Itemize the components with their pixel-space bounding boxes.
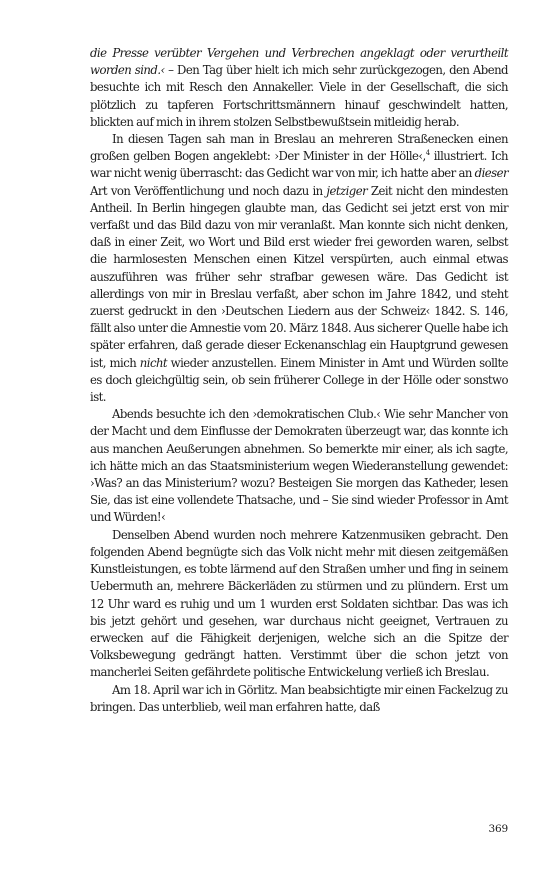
paragraph-3-segment-1: Abends besuchte ich den ›demokratischen Club.‹ Wie sehr Mancher von der Macht und dem Einflusse der Demokraten überzeugt war, das konnte ich aus manchen Aeußerungen abnehmen. So bemerkte mir einer, als ich sagte, ich hätte mich an das Staatsministerium wegen Wiederanstellung gewendet: ›Was? an das Ministerium? wozu? Besteigen Sie morgen das Katheder, lesen Sie, das ist eine vollendete Thatsache, und – Sie sind wieder Professor in Amt und Würden!‹ <box>90 407 508 525</box>
paragraph-1-segment-2: – Den Tag über hielt ich mich sehr zurückgezogen, den Abend besuchte ich mit Resch den Annakeller. Viele in der Gesellschaft, die sich plötzlich zu tapferen Fortschrittsmännern hinauf geschwindelt hatten, blickten auf mich in ihrem stolzen Selbstbewußtsein mitleidig herab. <box>90 63 508 129</box>
paragraph-5 <box>90 682 508 716</box>
paragraph-1-segment-1: die Presse verübter Vergehen und Verbrechen angeklagt oder verurtheilt worden sind.‹ <box>90 46 508 78</box>
emphasis-nicht: nicht <box>139 355 168 370</box>
paragraph-2-segment-7: Zeit nicht den mindesten Antheil. In Berlin hingegen glaubte man, das Gedicht sei jetzt erst von mir verfaßt und das Bild dazu von mir veranlaßt. Man konnte sich nicht denken, daß in einer Zeit, wo Wort und Bild erst wieder frei geworden waren, selbst die harmlosesten Menschen einen Kitzel verspürten, auch einmal etwas auszuführen was früher sehr strafbar gewesen wäre. Das Gedicht ist allerdings von mir in Breslau verfaßt, aber schon im Jahre 1842, und steht zuerst gedruckt in den ›Deutschen Liedern aus der Schweiz‹ 1842. S. 146, fällt also unter die Amnestie vom 20. März 1848. Aus sicherer Quelle habe ich später erfahren, daß gerade dieser Eckenanschlag ein Hauptgrund gewesen ist, mich <box>90 183 509 370</box>
paragraph-3 <box>90 406 508 526</box>
paragraph-4-segment-1: Denselben Abend wurden noch mehrere Katzenmusiken gebracht. Den folgenden Abend begnügte sich das Volk nicht mehr mit diesen zeitgemäßen Kunstleistungen, es tobte lärmend auf den Straßen umher und fing in seinem Uebermuth an, mehrere Bäckerläden zu stürmen und zu plündern. Erst um 12 Uhr ward es ruhig und um 1 wurden erst Soldaten sichtbar. Das was ich bis jetzt gehört und gesehen, war durchaus nicht geeignet, Vertrauen zu erwecken auf die Fähigkeit derjenigen, welche sich an die Spitze der Volksbewegung gedrängt hatten. Verstimmt über die schon jetzt von mancherlei Seiten gefährdete politische Entwickelung verließ ich Breslau. <box>90 527 508 680</box>
paragraph-2-segment-3: illustriert. Ich war nicht wenig überrascht: das Gedicht war von mir, ich hatte aber an <box>90 149 508 181</box>
page-number: 369 <box>488 823 508 835</box>
paragraph-2-segment-1: In diesen Tagen sah man in Breslau an mehreren Straßenecken einen großen gelben Bogen angeklebt: ›Der Minister in der Hölle‹, <box>90 132 508 164</box>
paragraph-2 <box>90 131 508 406</box>
paragraph-4 <box>90 527 508 682</box>
emphasis-dieser: dieser <box>474 166 508 181</box>
emphasis-jetziger: jetziger <box>326 183 368 198</box>
paragraph-1 <box>90 45 508 131</box>
paragraph-5-segment-1: Am 18. April war ich in Görlitz. Man beabsichtigte mir einen Fackelzug zu bringen. Das unterblieb, weil man erfahren hatte, daß <box>90 682 508 714</box>
paragraph-2-segment-9: wieder anzustellen. Einem Minister in Amt und Würden sollte es doch gleichgültig sein, ob sein früherer College in der Hölle oder sonstwo ist. <box>90 355 508 405</box>
footnote-marker: 4 <box>425 149 430 158</box>
paragraph-2-segment-5: Art von Veröffentlichung und noch dazu in <box>90 183 327 198</box>
body-text <box>90 45 508 716</box>
